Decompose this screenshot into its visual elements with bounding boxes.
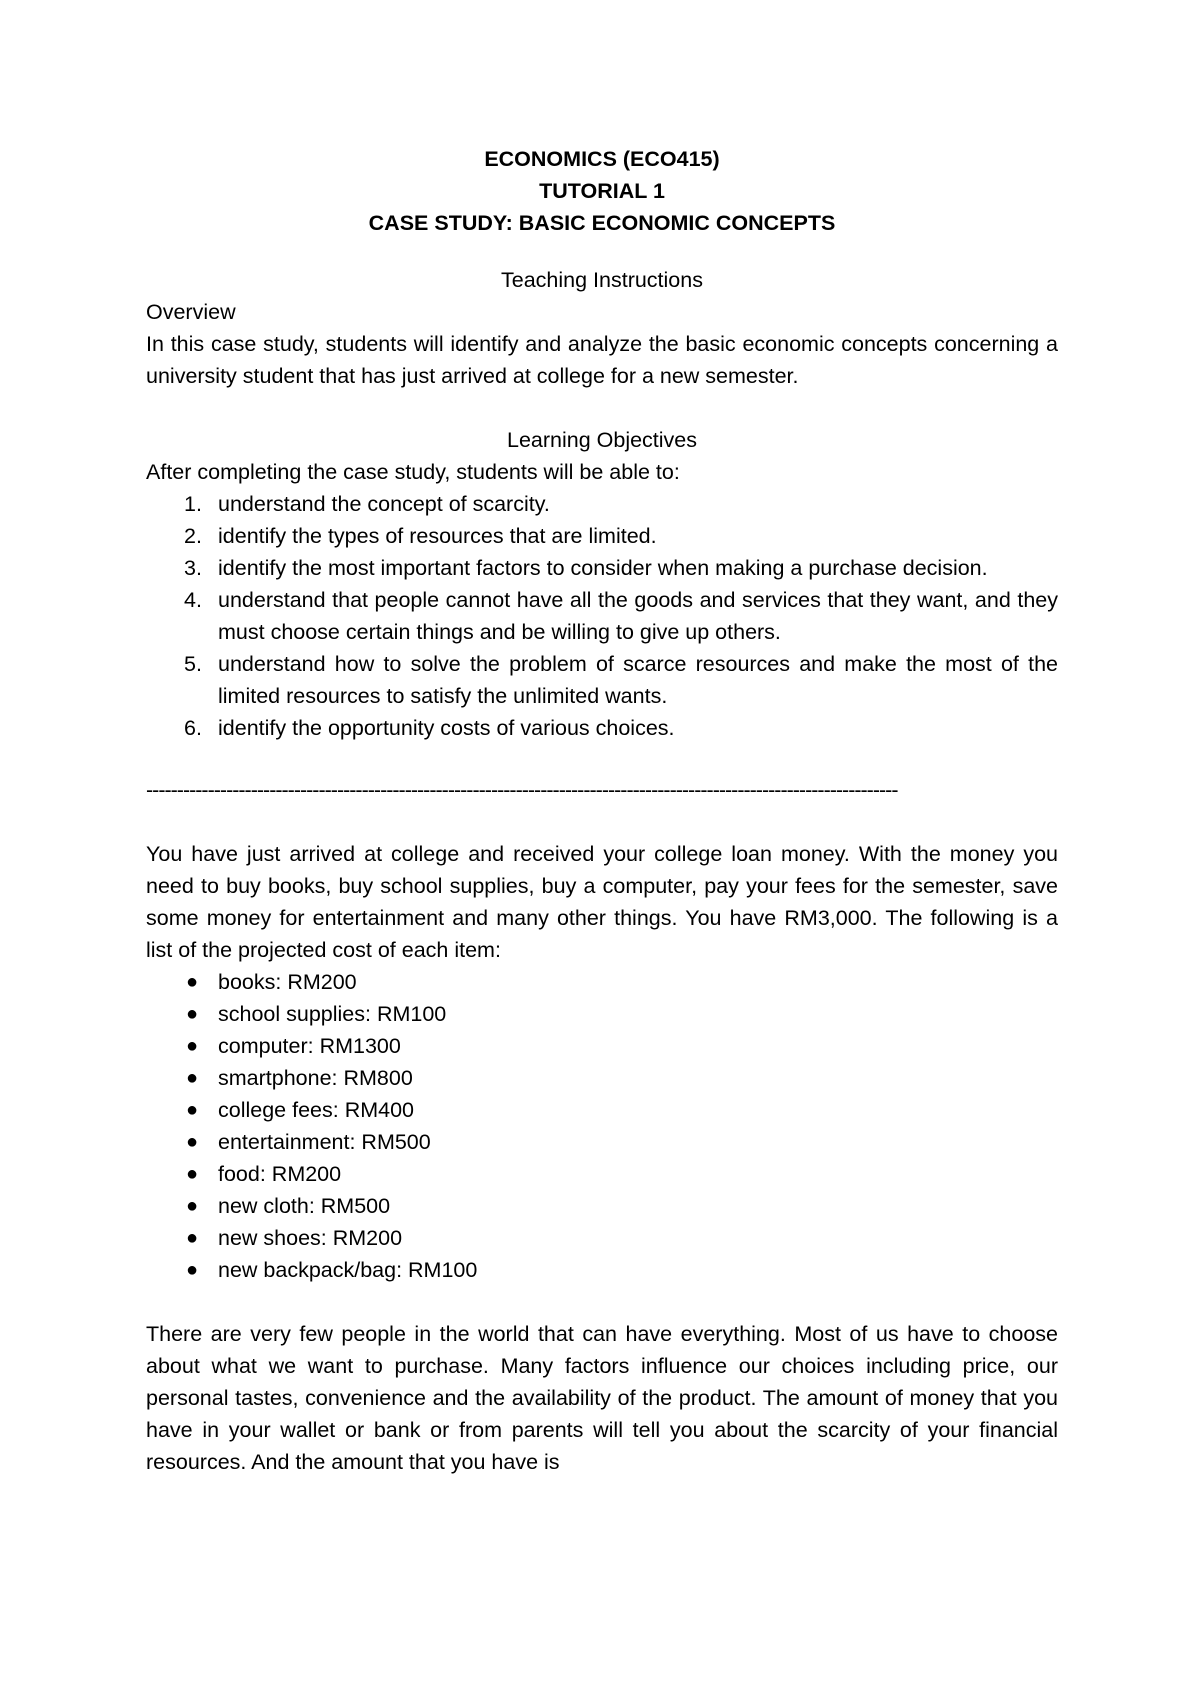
cost-item: ● computer: RM1300 xyxy=(186,1034,401,1058)
case-paragraph-2: There are very few people in the world that can have everything. Most of us have to choose about what we want to purchase. Many factors influence our choices including price, our personal tastes, convenience and the availability of the product. The amount of money that you have in your wallet or bank or from parents will tell you about the scarcity of your financial resources. And the amount that you have is xyxy=(146,1322,1058,1474)
learning-objectives-heading: Learning Objectives xyxy=(506,428,698,452)
document-page xyxy=(146,143,1058,1478)
cost-item: ● new cloth: RM500 xyxy=(186,1194,391,1218)
teaching-instructions-heading: Teaching Instructions xyxy=(501,268,703,292)
course-title: ECONOMICS (ECO415) xyxy=(484,147,720,171)
objective-item: 4. understand that people cannot have all the goods and services that they want, and they must choose certain things and be willing to give up others. xyxy=(184,588,1058,644)
cost-item: ● food: RM200 xyxy=(186,1162,342,1186)
cost-item: ● school supplies: RM100 xyxy=(186,1002,447,1026)
cost-item: ● college fees: RM400 xyxy=(186,1098,414,1122)
objective-item: 1. understand the concept of scarcity. xyxy=(184,492,550,516)
cost-item: ● smartphone: RM800 xyxy=(186,1066,413,1090)
cost-item: ● new backpack/bag: RM100 xyxy=(186,1258,478,1282)
objective-item: 3. identify the most important factors to consider when making a purchase decision. xyxy=(184,556,988,580)
objective-item: 2. identify the types of resources that are limited. xyxy=(184,524,657,548)
objective-item: 6. identify the opportunity costs of various choices. xyxy=(184,716,675,740)
objectives-list xyxy=(146,488,1058,744)
cost-item: ● new shoes: RM200 xyxy=(186,1226,403,1250)
cost-item: ● entertainment: RM500 xyxy=(186,1130,431,1154)
cost-list xyxy=(146,966,1058,1286)
case-paragraph-1: You have just arrived at college and received your college loan money. With the money you need to buy books, buy school supplies, buy a computer, pay your fees for the semester, save some money for entertainment and many other things. You have RM3,000. The following is a list of the projected cost of each item: xyxy=(146,842,1058,962)
section-divider: -------------------------------------------------------------------------------------------------------------------------- xyxy=(146,778,898,802)
objective-item: 5. understand how to solve the problem of scarce resources and make the most of the limited resources to satisfy the unlimited wants. xyxy=(184,652,1058,708)
overview-label: Overview xyxy=(146,300,236,324)
overview-text: In this case study, students will identify and analyze the basic economic concepts concerning a university student that has just arrived at college for a new semester. xyxy=(146,332,1058,388)
objectives-intro: After completing the case study, students will be able to: xyxy=(146,460,680,484)
cost-item: ● books: RM200 xyxy=(186,970,357,994)
tutorial-title: TUTORIAL 1 xyxy=(539,179,665,203)
case-study-title: CASE STUDY: BASIC ECONOMIC CONCEPTS xyxy=(368,211,836,235)
